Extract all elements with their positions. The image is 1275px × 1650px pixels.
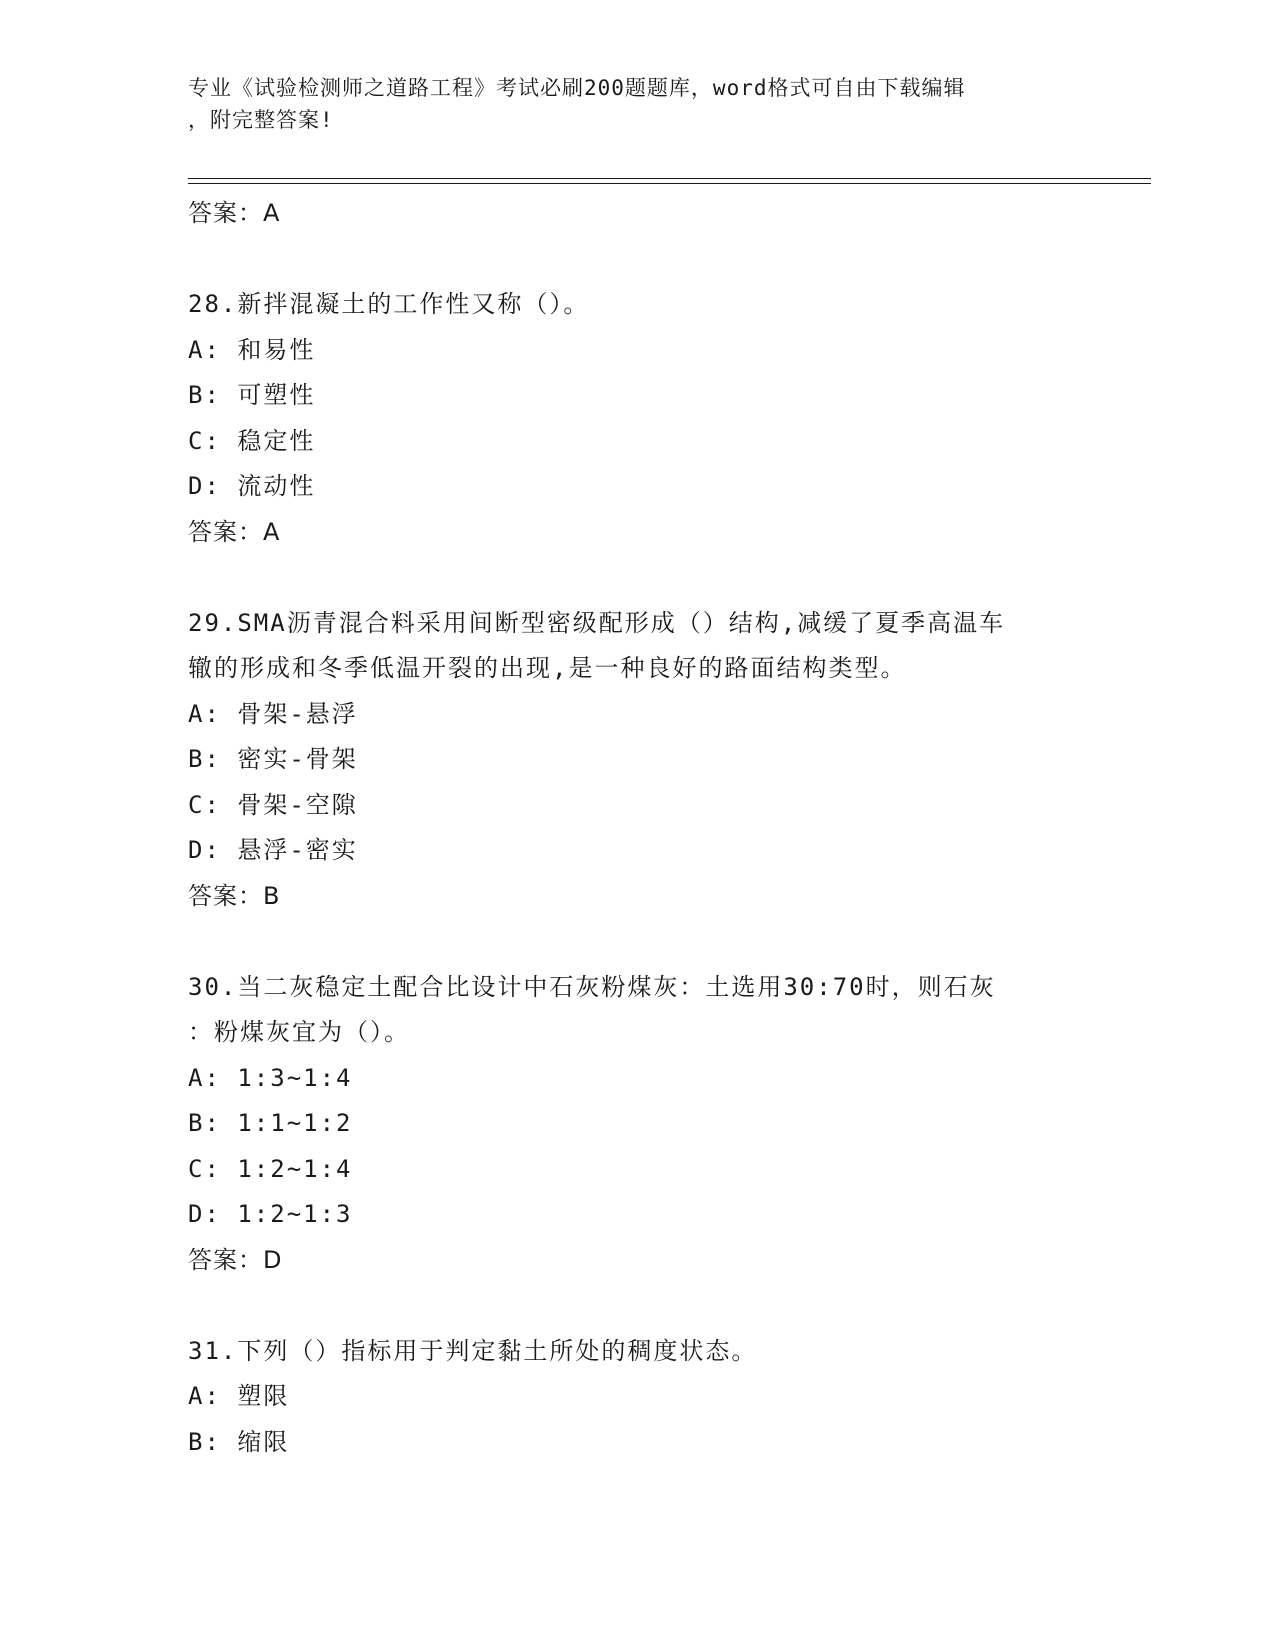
question-stem-line-2: 辙的形成和冬季低温开裂的出现,是一种良好的路面结构类型。 xyxy=(188,654,907,682)
option-c: C: 稳定性 xyxy=(188,426,316,455)
header-divider-top xyxy=(188,178,1151,179)
spacer xyxy=(188,237,1088,283)
question-29 xyxy=(188,601,1088,920)
header-divider-bottom xyxy=(188,183,1151,184)
answer-q28: 答案：A xyxy=(188,517,281,546)
spacer xyxy=(188,555,1088,601)
question-30 xyxy=(188,965,1088,1284)
question-stem-line-2: ：粉煤灰宜为（）。 xyxy=(188,1018,410,1046)
question-stem: 31.下列（）指标用于判定黏土所处的稠度状态。 xyxy=(188,1336,758,1365)
option-b: B: 可塑性 xyxy=(188,381,316,409)
option-c: C: 骨架-空隙 xyxy=(188,790,358,819)
option-a: A: 1:3~1:4 xyxy=(188,1063,353,1092)
document-header xyxy=(188,72,1088,136)
option-a: A: 骨架-悬浮 xyxy=(188,699,358,728)
answer-q30: 答案：D xyxy=(188,1245,283,1274)
question-stem: 28.新拌混凝土的工作性又称（）。 xyxy=(188,290,590,318)
spacer xyxy=(188,1283,1088,1329)
question-stem-line-1: 29.SMA沥青混合料采用间断型密级配形成（）结构,减缓了夏季高温车 xyxy=(188,608,1006,637)
header-title-line-2: ，附完整答案! xyxy=(188,108,334,132)
option-d: D: 悬浮-密实 xyxy=(188,836,358,864)
header-title-line-1: 专业《试验检测师之道路工程》考试必刷200题题库，word格式可自由下载编辑 xyxy=(188,76,966,100)
answer-q27: 答案：A xyxy=(188,199,281,227)
option-a: A: 和易性 xyxy=(188,335,316,364)
option-a: A: 塑限 xyxy=(188,1382,290,1410)
option-b: B: 缩限 xyxy=(188,1427,290,1456)
question-stem-line-1: 30.当二灰稳定土配合比设计中石灰粉煤灰：土选用30:70时，则石灰 xyxy=(188,972,996,1001)
spacer xyxy=(188,919,1088,965)
option-b: B: 1:1~1:2 xyxy=(188,1109,353,1137)
question-list xyxy=(188,191,1088,1465)
option-c: C: 1:2~1:4 xyxy=(188,1154,353,1183)
answer-q29: 答案：B xyxy=(188,881,281,910)
option-d: D: 流动性 xyxy=(188,472,316,500)
option-b: B: 密实-骨架 xyxy=(188,745,358,773)
question-28 xyxy=(188,282,1088,555)
question-31 xyxy=(188,1329,1088,1466)
option-d: D: 1:2~1:3 xyxy=(188,1200,353,1228)
